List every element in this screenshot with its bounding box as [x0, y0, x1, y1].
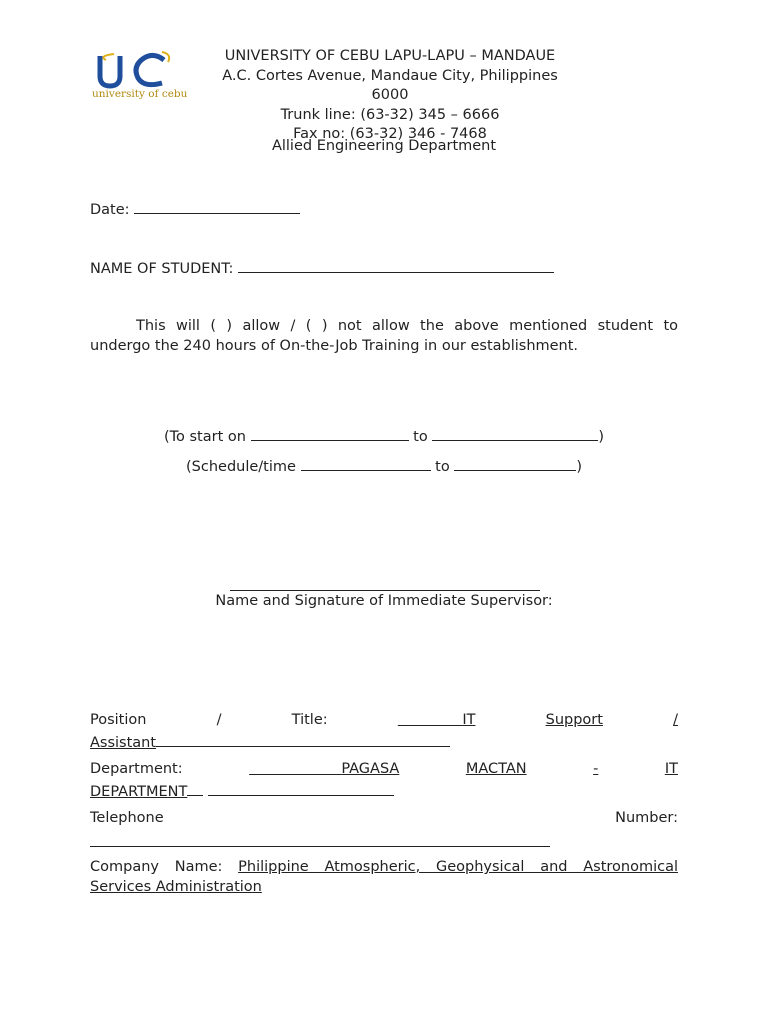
department-title: Allied Engineering Department — [271, 138, 497, 154]
allow-paragraph-line1: This will ( ) allow / ( ) not allow the above mentioned student to — [136, 318, 678, 334]
dept-value-pagasa[interactable]: PAGASA — [341, 761, 400, 777]
start-date-field[interactable] — [251, 426, 409, 441]
end-date-field[interactable] — [432, 426, 598, 441]
signature-line[interactable] — [230, 590, 540, 591]
company-label: Company Name: — [90, 859, 223, 875]
schedule-row — [0, 456, 768, 475]
dept-value-it[interactable]: IT — [664, 761, 678, 777]
uc-logo-icon — [92, 50, 188, 100]
department-label: Department: — [90, 761, 183, 777]
company-row — [90, 859, 678, 875]
header-trunkline: Trunk line: (63-32) 345 – 6666 — [280, 106, 500, 123]
position-value-support[interactable]: Support — [545, 712, 603, 728]
header-block — [190, 47, 590, 142]
company-value-line1[interactable]: Philippine Atmospheric, Geophysical and Astronomical — [238, 859, 678, 875]
position-label: Position — [90, 712, 147, 728]
date-row — [90, 199, 300, 218]
dept-value-department[interactable]: DEPARTMENT — [90, 784, 188, 800]
university-logo — [92, 50, 188, 100]
schedule-to-label: to — [435, 459, 450, 475]
dept-value-dash[interactable]: - — [593, 761, 599, 777]
schedule-end-field[interactable] — [454, 456, 576, 471]
telephone-row — [90, 810, 678, 826]
student-row — [90, 258, 554, 277]
position-trailing-line[interactable] — [156, 732, 450, 747]
student-label: NAME OF STUDENT: — [90, 261, 234, 277]
start-row — [0, 426, 768, 445]
company-value-line2[interactable]: Services Administration — [90, 879, 262, 895]
schedule-start-field[interactable] — [301, 456, 431, 471]
student-name-field[interactable] — [238, 258, 554, 273]
position-value-slash[interactable]: / — [673, 712, 678, 728]
start-label: (To start on — [163, 429, 246, 445]
title-label: Title: — [291, 712, 328, 728]
allow-paragraph-line2: undergo the 240 hours of On-the-Job Training in our establishment. — [90, 338, 579, 354]
date-label: Date: — [90, 202, 130, 218]
schedule-label: (Schedule/time — [186, 459, 296, 475]
position-value-assistant[interactable]: Assistant — [90, 735, 157, 751]
position-slash: / — [216, 712, 222, 728]
signature-label: Name and Signature of Immediate Supervisor: — [215, 593, 553, 609]
date-field[interactable] — [134, 199, 300, 214]
header-zip: 6000 — [371, 87, 409, 103]
telephone-field[interactable] — [90, 846, 550, 847]
schedule-close-paren: ) — [576, 459, 582, 475]
dept-underscore — [187, 781, 203, 796]
position-row-2 — [90, 732, 450, 751]
company-row-2 — [90, 879, 262, 895]
department-row — [90, 761, 678, 777]
start-close-paren: ) — [598, 429, 605, 445]
dept-value-mactan[interactable]: MACTAN — [465, 761, 527, 777]
position-value-it[interactable]: IT — [462, 712, 476, 728]
department-row-2 — [90, 781, 394, 800]
number-label: Number: — [615, 810, 678, 826]
start-to-label: to — [413, 429, 428, 445]
header-fax: Fax no: (63-32) 346 - 7468 — [293, 126, 487, 142]
telephone-label: Telephone — [90, 810, 164, 826]
header-university: UNIVERSITY OF CEBU LAPU-LAPU – MANDAUE — [224, 48, 556, 64]
logo-subtext: university of cebu — [92, 88, 188, 100]
position-row — [90, 712, 678, 728]
dept-trailing-line[interactable] — [208, 781, 394, 796]
header-address: A.C. Cortes Avenue, Mandaue City, Philippines — [222, 67, 558, 84]
